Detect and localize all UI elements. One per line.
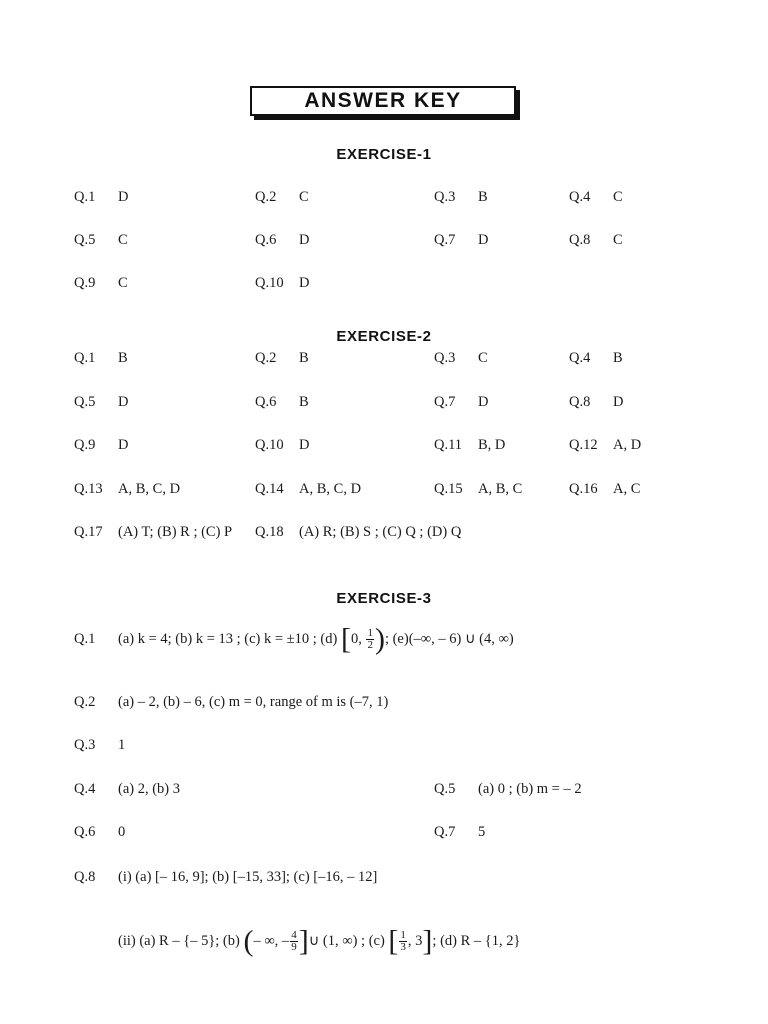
answer: D <box>118 189 129 205</box>
question-number: Q.2 <box>255 189 277 205</box>
question-number: Q.4 <box>569 189 591 205</box>
ex2-item <box>434 350 488 367</box>
ex2-item <box>434 437 506 454</box>
ex1-item <box>255 189 309 206</box>
answer: C <box>613 232 623 248</box>
answer: B <box>299 350 309 366</box>
answer: 5 <box>478 824 486 840</box>
ex2-item <box>569 394 624 411</box>
close-bracket: ) <box>374 622 385 656</box>
answer-text: ; (d) R – {1, 2} <box>432 933 521 949</box>
ex1-item <box>434 189 488 206</box>
close-bracket: ] <box>422 924 433 958</box>
answer: D <box>478 232 489 248</box>
answer: D <box>613 394 624 410</box>
ex2-item <box>74 481 181 498</box>
ex3-q8-line-2 <box>118 918 520 964</box>
ex1-item <box>434 232 489 249</box>
ex2-item <box>255 394 309 411</box>
question-number: Q.12 <box>569 437 598 453</box>
ex3-item <box>434 824 486 841</box>
ex2-item <box>569 437 642 454</box>
open-bracket: [ <box>340 622 351 656</box>
question-number: Q.6 <box>74 824 96 840</box>
question-number: Q.4 <box>74 781 96 797</box>
ex3-item <box>74 694 389 711</box>
ex2-item <box>74 350 128 367</box>
ex3-item <box>74 869 378 886</box>
answer: (a) 0 ; (b) m = – 2 <box>478 781 582 797</box>
answer: C <box>118 275 128 291</box>
answer: B <box>118 350 128 366</box>
question-number: Q.10 <box>255 275 284 291</box>
answer: D <box>118 437 129 453</box>
question-number: Q.2 <box>255 350 277 366</box>
question-number: Q.9 <box>74 275 96 291</box>
question-number: Q.10 <box>255 437 284 453</box>
ex2-item <box>74 524 233 541</box>
denominator: 9 <box>291 941 297 954</box>
answer-key-title: ANSWER KEY <box>250 86 516 116</box>
question-number: Q.7 <box>434 824 456 840</box>
answer: C <box>299 189 309 205</box>
question-number: Q.5 <box>74 232 96 248</box>
denominator: 3 <box>400 941 406 954</box>
ex1-item <box>74 232 128 249</box>
ex3-item <box>74 781 181 798</box>
ex2-item <box>74 437 129 454</box>
answer: C <box>613 189 623 205</box>
question-number: Q.5 <box>434 781 456 797</box>
question-number: Q.18 <box>255 524 284 540</box>
answer: (a) – 2, (b) – 6, (c) m = 0, range of m is (–7, 1) <box>118 694 389 710</box>
question-number: Q.8 <box>74 869 96 885</box>
ex1-item <box>569 189 623 206</box>
ex2-item <box>74 394 129 411</box>
interval-lower: – ∞, – <box>253 933 290 949</box>
question-number: Q.9 <box>74 437 96 453</box>
ex2-item <box>434 481 523 498</box>
ex2-item <box>255 350 309 367</box>
question-number: Q.7 <box>434 394 456 410</box>
question-number: Q.17 <box>74 524 103 540</box>
question-number: Q.1 <box>74 350 96 366</box>
question-number: Q.15 <box>434 481 463 497</box>
answer: A, B, C <box>478 481 523 497</box>
exercise-1-heading: EXERCISE-1 <box>336 146 432 163</box>
fraction <box>366 628 374 652</box>
answer: C <box>118 232 128 248</box>
ex2-item <box>255 481 362 498</box>
ex1-item <box>255 232 310 249</box>
answer: 1 <box>118 737 126 753</box>
interval-upper: , 3 <box>407 933 423 949</box>
exercise-2-heading: EXERCISE-2 <box>336 328 432 345</box>
ex2-item <box>255 437 310 454</box>
question-number: Q.4 <box>569 350 591 366</box>
ex3-q1-number: Q.1 <box>74 631 96 647</box>
question-number: Q.13 <box>74 481 103 497</box>
answer-text: ∪ (1, ∞) ; (c) <box>308 933 385 949</box>
ex1-item <box>255 275 310 292</box>
ex1-item <box>74 189 129 206</box>
answer: A, C <box>613 481 641 497</box>
answer: B <box>478 189 488 205</box>
question-number: Q.6 <box>255 394 277 410</box>
answer-text: ; (e)(–∞, – 6) ∪ (4, ∞) <box>384 631 514 647</box>
question-number: Q.14 <box>255 481 284 497</box>
ex2-item <box>255 524 462 541</box>
question-number: Q.6 <box>255 232 277 248</box>
answer: (A) T; (B) R ; (C) P <box>118 524 233 540</box>
answer: A, D <box>613 437 642 453</box>
answer: D <box>478 394 489 410</box>
fraction <box>399 930 407 954</box>
ex3-item <box>74 737 126 754</box>
question-number: Q.3 <box>434 350 456 366</box>
ex3-item <box>434 781 582 798</box>
question-number: Q.8 <box>569 232 591 248</box>
interval-lower: 0, <box>350 631 362 647</box>
open-bracket: [ <box>388 924 399 958</box>
answer: B <box>299 394 309 410</box>
answer: D <box>299 232 310 248</box>
ex2-item <box>569 350 623 367</box>
question-number: Q.5 <box>74 394 96 410</box>
fraction <box>290 930 298 954</box>
answer: (A) R; (B) S ; (C) Q ; (D) Q <box>299 524 462 540</box>
answer: 0 <box>118 824 126 840</box>
answer: B, D <box>478 437 506 453</box>
answer: A, B, C, D <box>299 481 362 497</box>
answer: D <box>299 275 310 291</box>
answer: (a) 2, (b) 3 <box>118 781 181 797</box>
open-paren: ( <box>243 924 254 958</box>
question-number: Q.3 <box>74 737 96 753</box>
question-number: Q.3 <box>434 189 456 205</box>
question-number: Q.8 <box>569 394 591 410</box>
answer: D <box>299 437 310 453</box>
question-number: Q.1 <box>74 189 96 205</box>
close-bracket: ] <box>298 924 309 958</box>
answer: B <box>613 350 623 366</box>
answer: A, B, C, D <box>118 481 181 497</box>
numerator: 4 <box>291 928 297 941</box>
ex1-item <box>569 232 623 249</box>
ex2-item <box>434 394 489 411</box>
exercise-3-heading: EXERCISE-3 <box>336 590 432 607</box>
ex1-item <box>74 275 128 292</box>
question-number: Q.11 <box>434 437 463 453</box>
answer: C <box>478 350 488 366</box>
answer-line-1: (i) (a) [– 16, 9]; (b) [–15, 33]; (c) [–16, – 12] <box>118 869 378 885</box>
denominator: 2 <box>367 639 373 652</box>
answer-text: (ii) (a) R – {– 5}; (b) <box>118 933 240 949</box>
numerator: 1 <box>400 928 406 941</box>
answer-text: (a) k = 4; (b) k = 13 ; (c) k = ±10 ; (d) <box>118 631 338 647</box>
question-number: Q.7 <box>434 232 456 248</box>
ex3-q1-answer <box>118 616 514 662</box>
question-number: Q.16 <box>569 481 598 497</box>
numerator: 1 <box>367 626 373 639</box>
answer: D <box>118 394 129 410</box>
question-number: Q.2 <box>74 694 96 710</box>
ex2-item <box>569 481 641 498</box>
ex3-item <box>74 824 126 841</box>
